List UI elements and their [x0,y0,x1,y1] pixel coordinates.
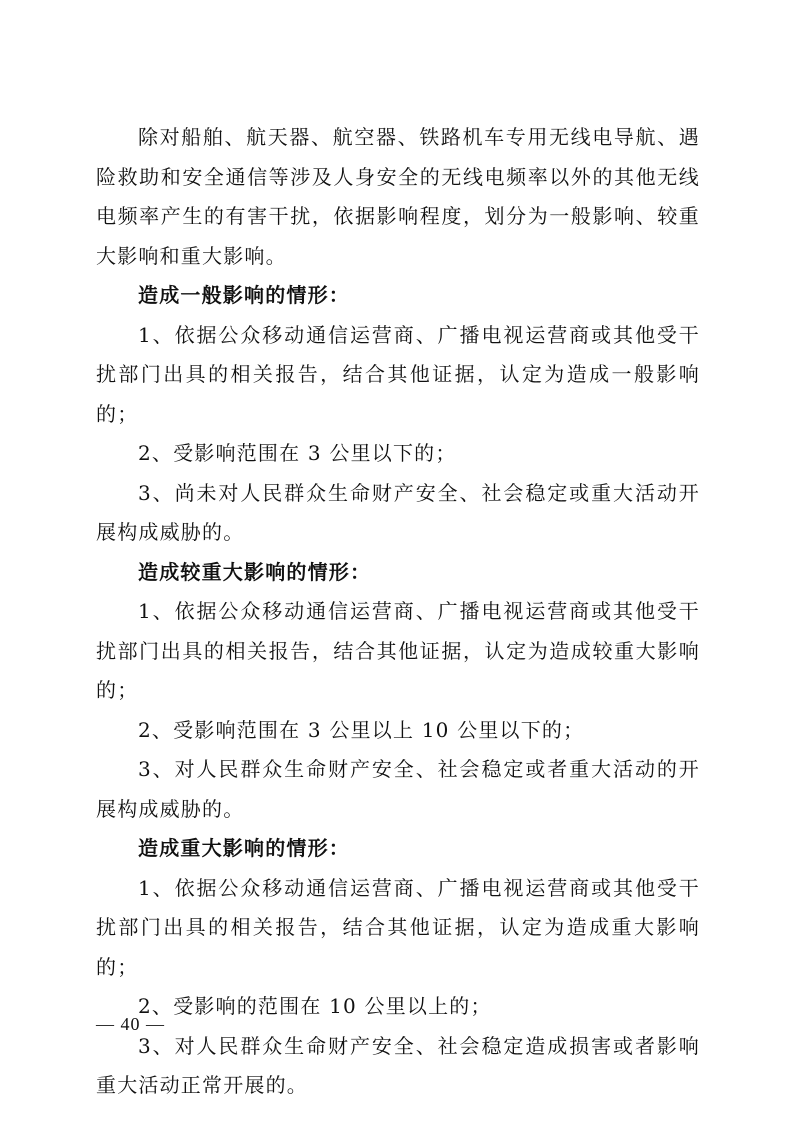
section-heading-serious-impact: 造成重大影响的情形： [138,836,350,860]
major-impact-item-2: 2、受影响范围在 3 公里以上 10 公里以下的； [138,717,585,742]
serious-impact-item-2: 2、受影响的范围在 10 公里以上的； [138,994,492,1018]
intro-paragraph: 除对船舶、航天器、航空器、铁路机车专用无线电导航、遇险救助和安全通信等涉及人身安全的无线电频率以外的其他无线电频率产生的有害干扰，依据影响程度，划分为一般影响、较重大影响和重大影响。 [96,125,700,268]
serious-impact-item-1: 1、依据公众移动通信运营商、广播电视运营商或其他受干扰部门出具的相关报告，结合其他证据，认定为造成重大影响的； [96,875,700,979]
general-impact-item-1: 1、依据公众移动通信运营商、广播电视运营商或其他受干扰部门出具的相关报告，结合其他证据，认定为造成一般影响的； [96,322,700,426]
section-heading-general-impact: 造成一般影响的情形： [138,283,350,307]
section-heading-major-impact: 造成较重大影响的情形： [138,559,372,584]
general-impact-item-3: 3、尚未对人民群众生命财产安全、社会稳定或重大活动开展构成威胁的。 [96,480,700,544]
general-impact-item-2: 2、受影响范围在 3 公里以下的； [138,441,457,465]
page-number: — 40 — [96,1014,165,1034]
document-body [96,118,700,1106]
major-impact-item-3: 3、对人民群众生命财产安全、社会稳定或者重大活动的开展构成威胁的。 [96,757,700,821]
major-impact-item-1: 1、依据公众移动通信运营商、广播电视运营商或其他受干扰部门出具的相关报告，结合其他证据，认定为造成较重大影响的； [96,599,700,702]
serious-impact-item-3: 3、对人民群众生命财产安全、社会稳定造成损害或者影响重大活动正常开展的。 [96,1033,700,1097]
